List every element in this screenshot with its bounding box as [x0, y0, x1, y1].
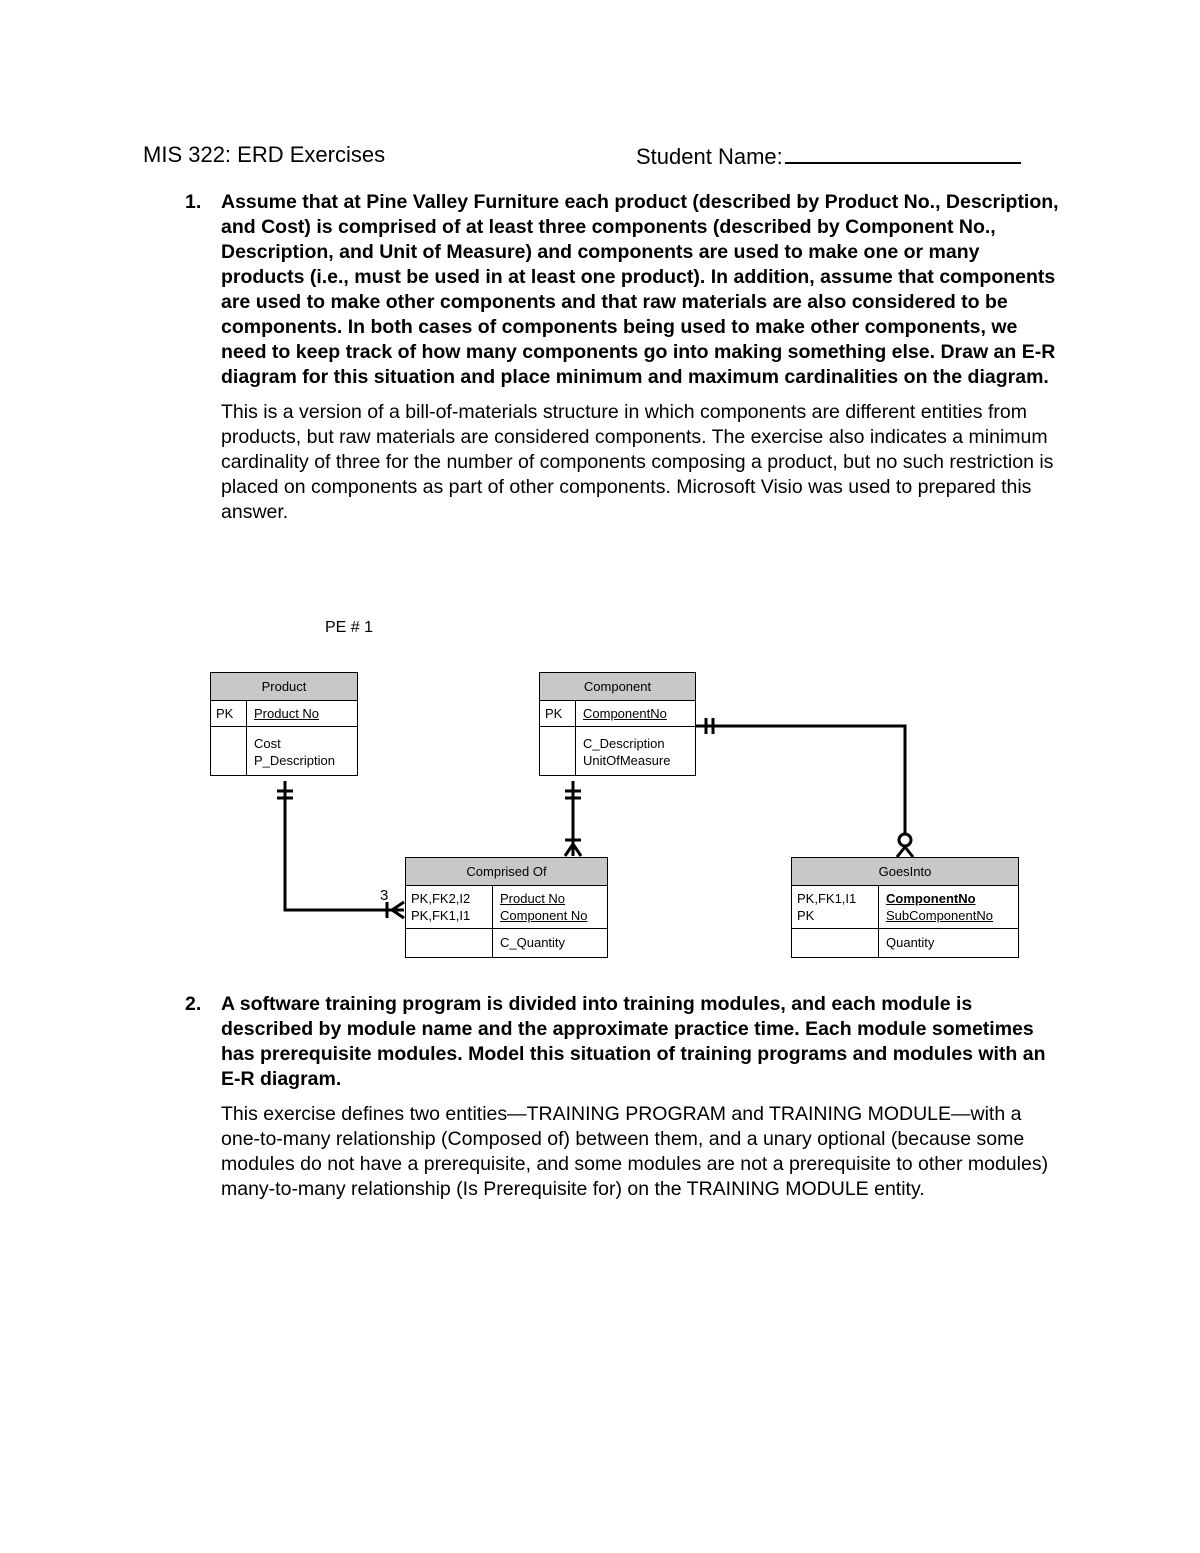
goes-into-zero-circle	[899, 834, 911, 846]
goes-into-crow-2	[905, 847, 913, 857]
goes-into-crow-1	[897, 847, 905, 857]
entity-component	[539, 672, 696, 776]
entity-comprised-of	[405, 857, 608, 958]
entity-product-pk-key: PK	[216, 706, 234, 721]
entity-goes-into-attr-quantity: Quantity	[886, 935, 935, 950]
student-name-text: Student Name:	[636, 144, 783, 169]
entity-goes-into-title: GoesInto	[792, 858, 1018, 886]
component-goes-into-line	[696, 726, 905, 833]
entity-comprised-of-key-1: PK,FK2,I2	[411, 891, 471, 906]
entity-comprised-of-attr-quantity: C_Quantity	[500, 935, 566, 950]
entity-product-pk-attr: Product No	[254, 706, 320, 721]
entity-comprised-of-pk-product: Product No	[500, 891, 566, 906]
entity-component-attr-unit: UnitOfMeasure	[583, 753, 671, 768]
diagram-label: PE # 1	[325, 619, 374, 636]
question-2-text: A software training program is divided into training modules, and each module is described by module name and the approximate practice time. Each module sometimes has prerequisite modules. Model this situation of training programs and modules with an E-R diagram.	[221, 993, 1046, 1090]
entity-goes-into-key-2: PK	[797, 908, 815, 923]
question-1-text: Assume that at Pine Valley Furniture each product (described by Product No., Description, and Cost) is comprised of at least three components (described by Component No., Description, and Unit of Measure) and components are used to make one or many products (i.e., must be used in at least one product). In addition, assume that components are used to make other components and that raw materials are also considered to be components. In both cases of components being used to make other components, we need to keep track of how many components go into making something else. Draw an E-R diagram for this situation and place minimum and maximum cardinalities on the diagram.	[221, 191, 1059, 388]
question-2-answer: This exercise defines two entities—TRAINING PROGRAM and TRAINING MODULE—with a one-to-many relationship (Composed of) between them, and a unary optional (because some modules do not have a prerequisite, and some modules are not a prerequisite to other modules) many-to-many relationship (Is Prerequisite for) on the TRAINING MODULE entity.	[221, 1103, 1049, 1200]
question-2	[185, 992, 1065, 1202]
entity-comprised-of-pk-component: Component No	[500, 908, 588, 923]
entity-product-attr-description: P_Description	[254, 753, 335, 768]
entity-goes-into	[791, 857, 1019, 958]
entity-component-pk-attr: ComponentNo	[583, 706, 667, 721]
question-1-number: 1.	[185, 191, 202, 213]
question-2-number: 2.	[185, 993, 202, 1015]
entity-component-pk-key: PK	[545, 706, 563, 721]
question-1-answer: This is a version of a bill-of-materials structure in which components are different entities from products, but raw materials are considered components. The exercise also indicates a minimum cardinality of three for the number of components composing a product, but no such restriction is placed on components as part of other components. Microsoft Visio was used to prepared this answer.	[221, 401, 1054, 523]
entity-goes-into-pk-subcomponent: SubComponentNo	[886, 908, 993, 923]
entity-goes-into-key-1: PK,FK1,I1	[797, 891, 857, 906]
entity-component-attr-description: C_Description	[583, 736, 665, 751]
entity-component-title: Component	[540, 673, 695, 701]
entity-comprised-of-title: Comprised Of	[406, 858, 607, 886]
entity-comprised-of-key-2: PK,FK1,I1	[411, 908, 471, 923]
course-title: MIS 322: ERD Exercises	[143, 142, 386, 167]
entity-goes-into-pk-component: ComponentNo	[886, 891, 976, 906]
min-cardinality-three: 3	[380, 887, 389, 904]
entity-product-attr-cost: Cost	[254, 736, 281, 751]
entity-product-title: Product	[211, 673, 357, 701]
entity-product	[210, 672, 358, 776]
